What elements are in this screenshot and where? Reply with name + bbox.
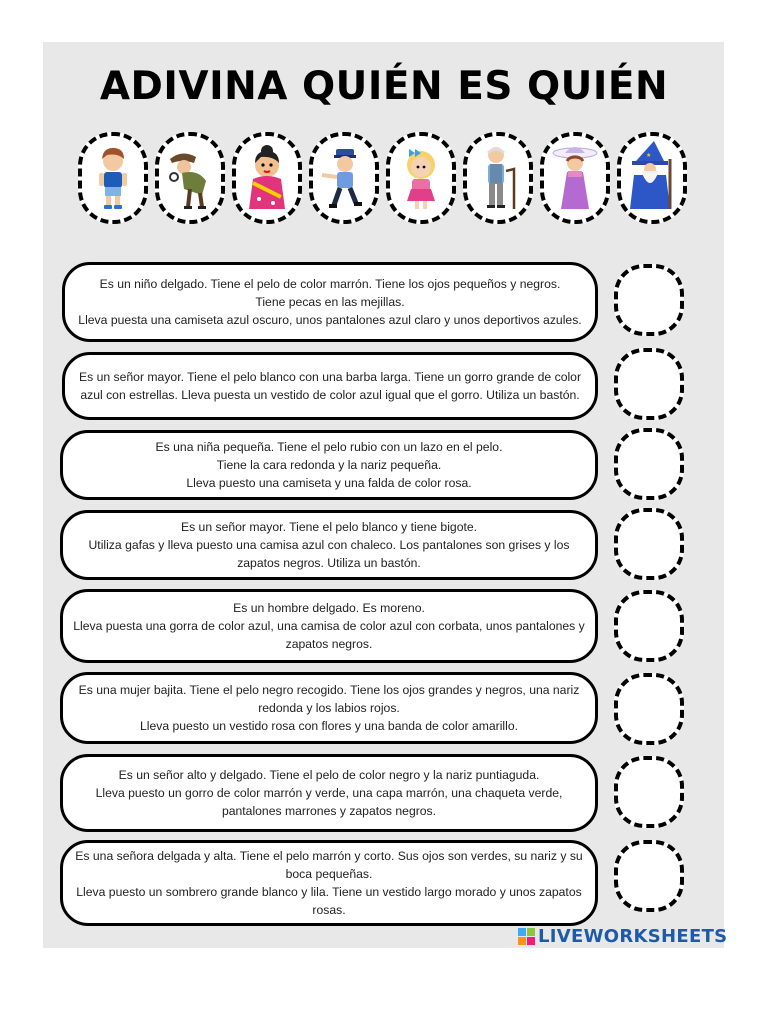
description-box xyxy=(60,840,598,926)
description-text: Es un señor mayor. Tiene el pelo blanco con una barba larga. Tiene un gorro grande de color azul con estrellas. Lleva puesta un vestido de color azul igual que el gorro. Utiliza un bastón. xyxy=(78,370,582,402)
answer-drop-zone-4[interactable] xyxy=(614,508,684,580)
description-box xyxy=(60,510,598,580)
answer-drop-zone-8[interactable] xyxy=(614,840,684,912)
detective-icon xyxy=(162,139,218,217)
answer-drop-zone-2[interactable] xyxy=(614,348,684,420)
character-card-5[interactable] xyxy=(386,132,456,224)
answer-drop-zone-1[interactable] xyxy=(614,264,684,336)
description-box xyxy=(62,262,598,342)
lady-hat-icon xyxy=(547,139,603,217)
description-box xyxy=(60,430,598,500)
logo-squares-icon xyxy=(518,928,535,945)
character-card-3[interactable] xyxy=(232,132,302,224)
wizard-icon xyxy=(624,139,680,217)
policeman-icon xyxy=(316,139,372,217)
liveworksheets-logo[interactable] xyxy=(518,925,727,947)
description-text: Es un señor mayor. Tiene el pelo blanco y tiene bigote. Utiliza gafas y lleva puesto una camisa azul con chaleco. Los pantalones son grises y los zapatos negros. Utiliza un bastón. xyxy=(88,520,570,570)
character-card-8[interactable] xyxy=(617,132,687,224)
girl-woman-icon xyxy=(239,139,295,217)
description-box xyxy=(60,589,598,663)
answer-drop-zone-5[interactable] xyxy=(614,590,684,662)
page-title: ADIVINA QUIÉN ES QUIÉN xyxy=(99,64,669,109)
answer-drop-zone-3[interactable] xyxy=(614,428,684,500)
description-box xyxy=(60,754,598,832)
answer-drop-zone-7[interactable] xyxy=(614,756,684,828)
character-strip xyxy=(78,132,690,228)
character-card-6[interactable] xyxy=(463,132,533,224)
answer-drop-zone-6[interactable] xyxy=(614,673,684,745)
old-man-icon xyxy=(470,139,526,217)
description-box xyxy=(62,352,598,420)
boy-icon xyxy=(85,139,141,217)
description-text: Es una señora delgada y alta. Tiene el pelo marrón y corto. Sus ojos son verdes, su nariz y su boca pequeñas. Lleva puesto un sombrero grande blanco y lila. Tiene un vestido largo morado y unos zapatos rosas. xyxy=(75,849,583,917)
description-box xyxy=(60,672,598,744)
character-card-1[interactable] xyxy=(78,132,148,224)
description-text: Es un niño delgado. Tiene el pelo de color marrón. Tiene los ojos pequeños y negros. Tiene pecas en las mejillas. Lleva puesta una camiseta azul oscuro, unos pantalones azul claro y unos deportivos azules. xyxy=(78,277,582,327)
description-text: Es un señor alto y delgado. Tiene el pelo de color negro y la nariz puntiaguda. Lleva puesto un gorro de color marrón y verde, una capa marrón, una chaqueta verde, pantalones marrones y zapatos negros. xyxy=(95,768,563,818)
svg-text:★: ★ xyxy=(646,152,652,159)
description-text: Es un hombre delgado. Es moreno. Lleva puesta una gorra de color azul, una camisa de color azul con corbata, unos pantalones y zapatos negros. xyxy=(73,601,585,651)
description-text: Es una mujer bajita. Tiene el pelo negro recogido. Tiene los ojos grandes y negros, una nariz redonda y los labios rojos. Lleva puesto un vestido rosa con flores y una banda de color amarillo. xyxy=(78,683,580,733)
description-text: Es una niña pequeña. Tiene el pelo rubio con un lazo en el pelo. Tiene la cara redonda y la nariz pequeña. Lleva puesto una camiseta y una falda de color rosa. xyxy=(155,440,503,490)
character-card-2[interactable] xyxy=(155,132,225,224)
logo-text: LIVEWORKSHEETS xyxy=(538,925,728,947)
character-card-4[interactable] xyxy=(309,132,379,224)
blonde-girl-icon xyxy=(393,139,449,217)
character-card-7[interactable] xyxy=(540,132,610,224)
